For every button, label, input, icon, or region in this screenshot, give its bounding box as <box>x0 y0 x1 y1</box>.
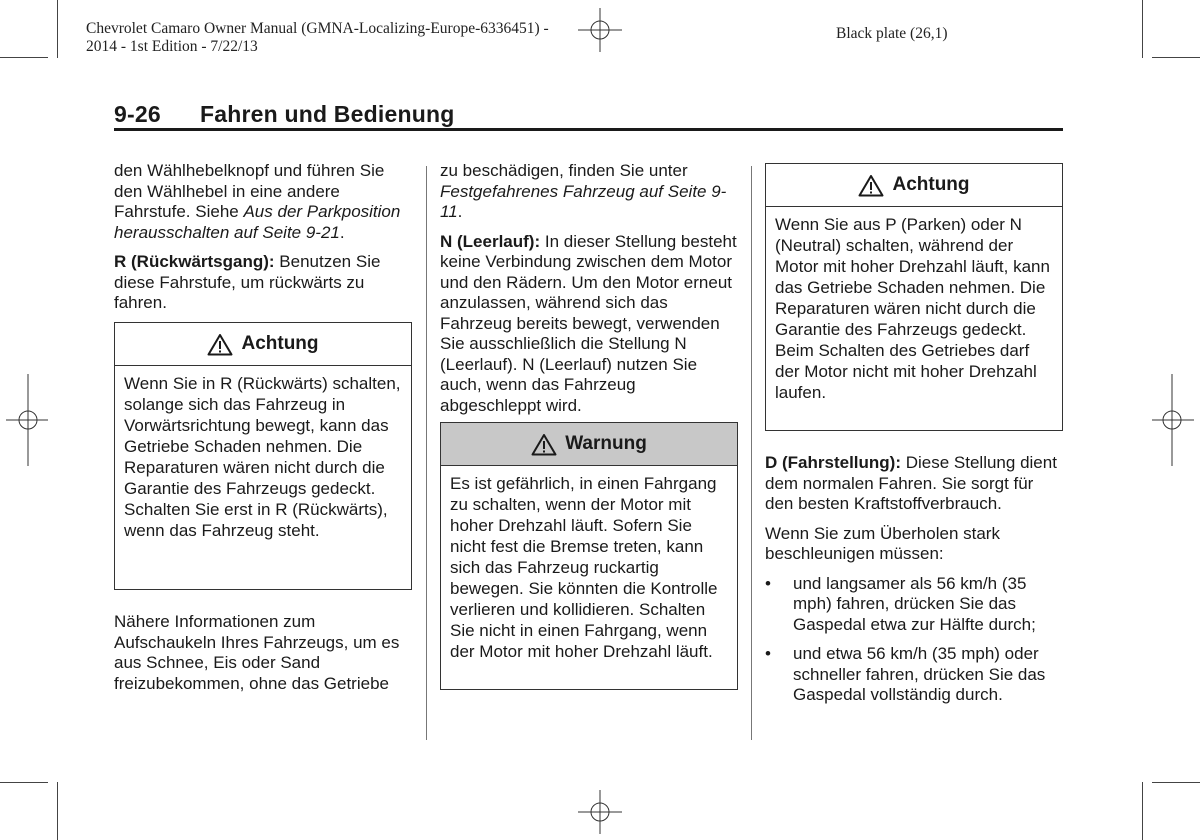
paragraph-shift-lever <box>114 161 412 243</box>
text: . <box>339 222 345 242</box>
page-number: 9-26 <box>114 101 161 127</box>
list-item-text: und etwa 56 km/h (35 mph) oder schneller fahren, drücken Sie das Gaspedal vollständig durch. <box>793 644 1046 704</box>
bullet-icon: • <box>765 644 771 663</box>
caution-title: Achtung <box>241 333 319 354</box>
caution-title: Achtung <box>892 174 970 195</box>
registration-mark-right <box>1152 374 1196 466</box>
registration-mark-top <box>574 8 626 52</box>
list-item <box>765 574 1063 636</box>
caution-header <box>115 323 411 366</box>
registration-mark-left <box>4 374 48 466</box>
warning-title: Warnung <box>565 433 647 454</box>
page-title: Fahren und Bedienung <box>200 101 455 127</box>
list-item <box>765 644 1063 706</box>
caution-header <box>766 164 1062 207</box>
header-line-1: Chevrolet Camaro Owner Manual (GMNA-Localizing-Europe-6336451) - <box>86 20 549 37</box>
neutral-label: N (Leerlauf): <box>440 231 541 251</box>
caution-box-shift <box>765 163 1063 431</box>
drive-label: D (Fahrstellung): <box>765 453 901 472</box>
cross-reference-link[interactable]: Aus der Parkposition herausschalten auf Seite 9-21 <box>114 202 401 242</box>
reverse-label: R (Rückwärtsgang): <box>114 252 275 271</box>
text: . <box>457 202 463 221</box>
caution-text: Wenn Sie aus P (Parken) oder N (Neutral) schalten, während der Motor mit hoher Drehzahl läuft, kann das Getriebe Schaden nehmen. Die Reparaturen wären nicht durch die Garantie des Fahrzeugs gedeckt. Beim Schalten des Getriebes darf der Motor nicht mit hoher Drehzahl laufen. <box>775 215 1050 402</box>
warning-box-neutral <box>440 422 738 690</box>
warning-triangle-icon <box>207 333 233 356</box>
text: zu beschädigen, finden Sie unter <box>440 161 688 180</box>
bullet-icon: • <box>765 573 771 593</box>
paragraph-rocking <box>114 612 412 694</box>
rocking-text: Nähere Informationen zum Aufschaukeln Ihres Fahrzeugs, um es aus Schnee, Eis oder Sand freizubekommen, ohne das Getriebe <box>114 612 400 693</box>
cross-reference-link[interactable]: Festgefahrenes Fahrzeug auf Seite 9-11 <box>440 181 727 221</box>
drive-text: Diese Stellung dient dem normalen Fahren. Sie sorgt für den besten Kraftstoffverbrauch. <box>765 453 1057 513</box>
paragraph-reverse <box>114 252 412 314</box>
list-item-text: und langsamer als 56 km/h (35 mph) fahren, drücken Sie das Gaspedal etwa zur Hälfte durch; <box>793 573 1036 634</box>
registration-mark-bottom <box>574 790 626 834</box>
warning-header <box>441 423 737 466</box>
text: den Wählhebelknopf und führen Sie den Wählhebel in eine andere Fahrstufe. Siehe <box>114 161 385 221</box>
column-2 <box>440 161 738 416</box>
warning-triangle-icon <box>858 174 884 197</box>
page-heading <box>114 101 454 128</box>
reverse-text: Benutzen Sie diese Fahrstufe, um rückwärts zu fahren. <box>114 252 381 312</box>
paragraph-drive <box>765 453 1063 515</box>
column-1 <box>114 161 412 314</box>
header-line-2: 2014 - 1st Edition - 7/22/13 <box>86 38 258 55</box>
header-plate: Black plate (26,1) <box>836 25 948 42</box>
warning-text: Es ist gefährlich, in einen Fahrgang zu schalten, wenn der Motor mit hoher Drehzahl läuft. Sofern Sie nicht fest die Bremse treten, kann sich das Fahrzeug ruckartig bewegen. Sie könnten die Kontrolle verlieren und kollidieren. Schalten Sie nicht in einen Fahrgang, wenn der Motor mit hoher Drehzahl läuft. <box>450 474 718 661</box>
warning-triangle-icon <box>531 433 557 456</box>
paragraph-overtaking: Wenn Sie zum Überholen stark beschleunigen müssen: <box>765 523 1000 563</box>
caution-text: Wenn Sie in R (Rückwärts) schalten, solange sich das Fahrzeug in Vorwärtsrichtung bewegt, kann das Getriebe Schaden nehmen. Die Reparaturen wären nicht durch die Garantie des Fahrzeugs gedeckt. Schalten Sie erst in R (Rückwärts), wenn das Fahrzeug steht. <box>124 374 401 540</box>
column-3-text <box>765 453 1063 706</box>
caution-box-reverse <box>114 322 412 590</box>
title-rule <box>114 128 1063 131</box>
column-divider-2 <box>751 166 752 740</box>
neutral-text: In dieser Stellung besteht keine Verbindung zwischen dem Motor und den Rädern. Um den Motor erneut anzulassen, während sich das Fahrzeug bereits bewegt, verwenden Sie ausschließlich die Stellung N (Leerlauf). N (Leerlauf) nutzen Sie auch, wenn das Fahrzeug abgeschleppt wird. <box>440 231 737 415</box>
paragraph-stuck-vehicle <box>440 161 738 223</box>
paragraph-neutral <box>440 232 738 417</box>
column-divider-1 <box>426 166 427 740</box>
